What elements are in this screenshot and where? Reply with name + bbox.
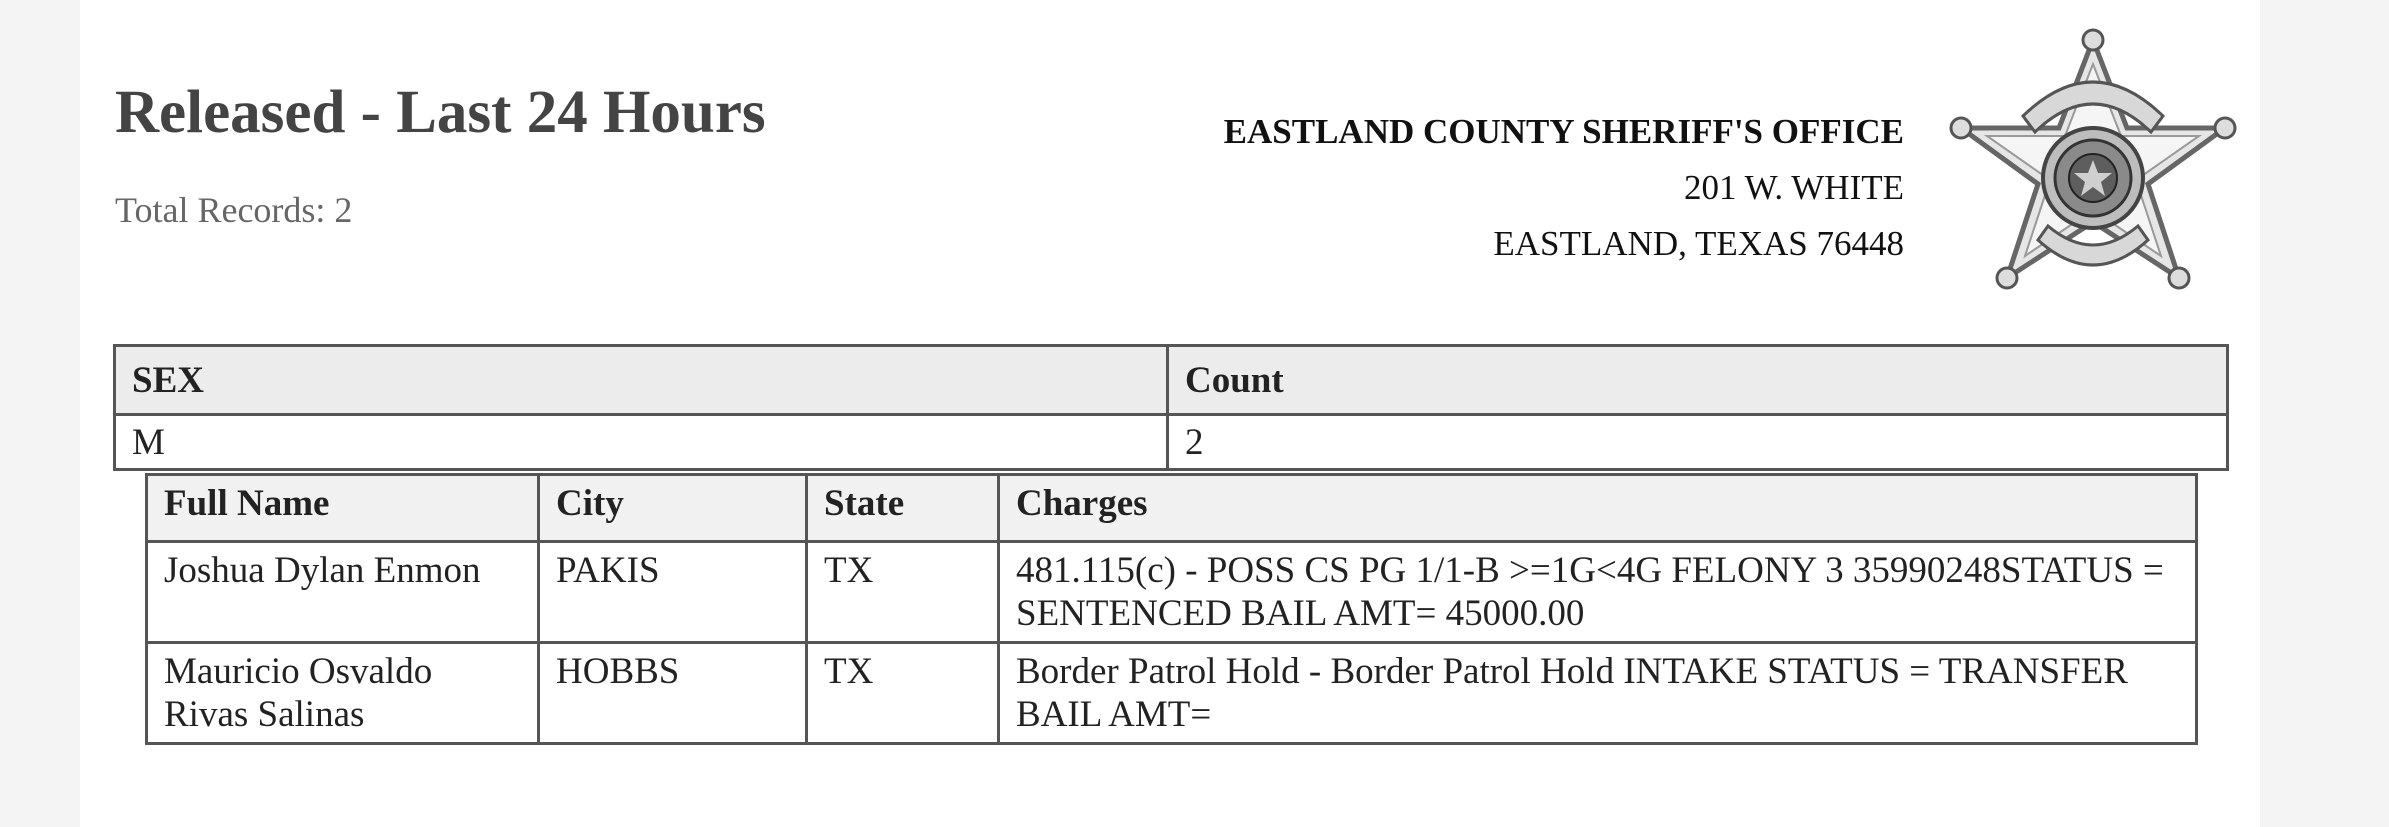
total-records: Total Records: 2 xyxy=(115,190,353,230)
sheriff-star-badge-icon xyxy=(1943,28,2243,304)
table-row xyxy=(147,643,2197,744)
office-address: 201 W. WHITE xyxy=(1683,168,1904,207)
sex-summary-table xyxy=(113,344,2229,471)
office-name: EASTLAND COUNTY SHERIFF'S OFFICE xyxy=(1223,112,1904,151)
city-cell: HOBBS xyxy=(539,643,807,744)
table-header-row xyxy=(147,475,2197,542)
table-row xyxy=(147,542,2197,643)
table-header-row xyxy=(115,346,2228,415)
column-header-full-name: Full Name xyxy=(147,475,539,542)
office-city-state: EASTLAND, TEXAS 76448 xyxy=(1493,224,1904,263)
column-header-city: City xyxy=(539,475,807,542)
state-cell: TX xyxy=(807,542,999,643)
report-page xyxy=(80,0,2260,827)
state-cell: TX xyxy=(807,643,999,744)
table-row xyxy=(115,415,2228,470)
column-header-count: Count xyxy=(1168,346,2228,415)
office-header xyxy=(1224,104,1904,272)
full-name-cell: Joshua Dylan Enmon xyxy=(147,542,539,643)
column-header-state: State xyxy=(807,475,999,542)
count-cell: 2 xyxy=(1168,415,2228,470)
column-header-charges: Charges xyxy=(999,475,2197,542)
charges-cell: Border Patrol Hold - Border Patrol Hold INTAKE STATUS = TRANSFER BAIL AMT= xyxy=(999,643,2197,744)
full-name-cell: Mauricio Osvaldo Rivas Salinas xyxy=(147,643,539,744)
city-cell: PAKIS xyxy=(539,542,807,643)
charges-cell: 481.115(c) - POSS CS PG 1/1-B >=1G<4G FELONY 3 35990248STATUS = SENTENCED BAIL AMT= 45000.00 xyxy=(999,542,2197,643)
column-header-sex: SEX xyxy=(115,346,1168,415)
sex-cell: M xyxy=(115,415,1168,470)
page-title: Released - Last 24 Hours xyxy=(115,79,766,146)
released-inmates-table xyxy=(145,473,2198,745)
